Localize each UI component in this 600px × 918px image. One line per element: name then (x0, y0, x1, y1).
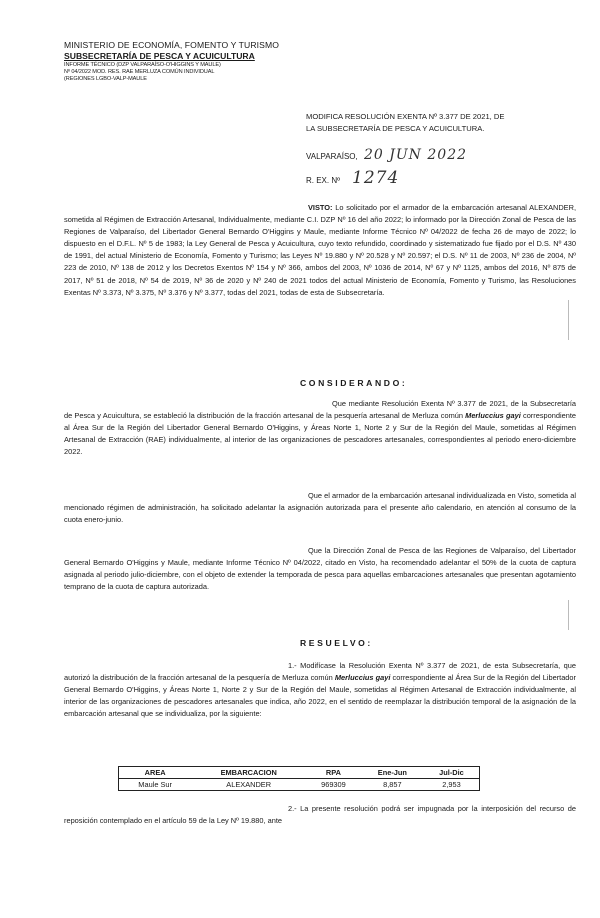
resuelvo-paragraph-2: 2.- La presente resolución podrá ser impugnada por la interposición del recurso de reposición contemplado en el artículo 59 de la Ley Nº 19.880, ante (64, 804, 576, 826)
date-stamp: 20 JUN 2022 (364, 147, 468, 163)
visto-text: Lo solicitado por el armador de la embarcación artesanal ALEXANDER, sometida al Régimen de Extracción Artesanal, Individualmente, mediante C.I. DZP Nº 16 del año 2022; lo informado por la Dirección Zonal de Pesca de las Regiones de Valparaíso, del Libertador General Bernardo O'Higgins y Maule, mediante Informe Técnico Nº 04/2022 de fecha 26 de mayo de 2022; lo dispuesto en el D.F.L. Nº 5 de 1983; la Ley General de Pesca y Acuicultura, cuyo texto refundido, coordinado y sistematizado fue fijado por el D.S. Nº 430 de 1991, del actual Ministerio de Economía, Fomento y Turismo; las Leyes Nº 19.880 y Nº 20.528 y Nº 20.597; el D.S. Nº 11 de 2003, Nº 236 de 2004, Nº 223 de 2010, Nº 138 de 2012 y los Decretos Exentos Nº 154 y Nº 366, ambos del 2003, Nº 1036 de 2014, Nº 67 y Nº 1125, ambos del 2016, Nº 875 de 2017, Nº 51 de 2018, Nº 54 de 2019, Nº 36 de 2020 y Nº 240 de 2021 todos del actual Ministerio de Economía, Fomento y Turismo, las Resoluciones Exentas Nº 3.373, Nº 3.375, Nº 3.376 y Nº 3.377, todas del 2021, todas de esta de Subsecretaría. (64, 203, 576, 297)
resolution-number-label: R. EX. Nº (306, 176, 341, 185)
table-cell: Maule Sur (119, 779, 192, 791)
resuelvo-heading: RESUELVO: (300, 638, 373, 648)
ministry-name: MINISTERIO DE ECONOMÍA, FOMENTO Y TURISMO (64, 40, 279, 50)
visto-paragraph (64, 202, 576, 299)
species-name: Merluccius gayi (465, 411, 521, 421)
species-name: Merluccius gayi (334, 673, 391, 683)
table-cell: ALEXANDER (191, 779, 306, 791)
table-row (119, 779, 480, 791)
distribution-table (118, 766, 480, 791)
resolution-number: 1274 (352, 168, 400, 188)
considerando-paragraph-3: Que la Dirección Zonal de Pesca de las Regiones de Valparaíso, del Libertador General Bernardo O'Higgins y Maule, mediante Informe Técnico Nº 04/2022, citado en Visto, ha recomendado adelantar el 50% de la cuota de captura asignada al periodo julio-diciembre, con el objeto de extender la temporada de pesca para aquellas embarcaciones artesanales que presentan agotamiento temprano de la cuota de captura autorizada. (64, 546, 576, 592)
considerando-paragraph-2: Que el armador de la embarcación artesanal individualizada en Visto, sometida al mencionado régimen de administración, ha solicitado adelantar la asignación autorizada para el presente año calendario, en atención al consumo de la cuota enero-junio. (64, 491, 576, 525)
considerando-paragraph-1 (64, 398, 576, 458)
letterhead (64, 40, 294, 83)
reference-line-1: INFORME TÉCNICO (DZP VALPARAÍSO-O'HIGGINS Y MAULE) (64, 62, 221, 68)
considerando-heading: CONSIDERANDO: (300, 378, 408, 388)
column-header: EMBARCACION (191, 767, 306, 779)
table-cell: 969309 (306, 779, 361, 791)
column-header: RPA (306, 767, 361, 779)
column-header: Jul-Dic (424, 767, 480, 779)
resuelvo-p1-text-b: correspondiente al Área Sur de la Región del Libertador General Bernardo O'Higgins, y Áreas Norte 1, Norte 2 y Sur de la Región del Maule, sometidas al Régimen Artesanal de Extracción individualmente, al interior de las organizaciones de pescadores artesanales que indica, año 2022, en el sentido de reemplazar la distribución temporal de la asignación de la embarcación artesanal que se individualiza, por la siguiente: (64, 673, 576, 719)
table-cell: 2,953 (424, 779, 480, 791)
column-header: Ene-Jun (361, 767, 424, 779)
subject-line-1: MODIFICA RESOLUCIÓN EXENTA Nº 3.377 DE 2021, DE (306, 112, 505, 121)
table-cell: 8,857 (361, 779, 424, 791)
table-header-row (119, 767, 480, 779)
reference-line-2: Nº 04/2022 MOD. RES. RAE MERLUZA COMÚN INDIVIDUAL (64, 69, 215, 75)
margin-mark (568, 600, 569, 630)
place-label: VALPARAÍSO, (306, 152, 358, 161)
margin-mark (568, 300, 569, 340)
subsecretaria-name: SUBSECRETARÍA DE PESCA Y ACUICULTURA (64, 51, 255, 61)
visto-label: VISTO: (308, 203, 333, 212)
reference-line-3: (REGIONES LGBO-VALP-MAULE (64, 76, 147, 82)
column-header: AREA (119, 767, 192, 779)
resuelvo-paragraph-1 (64, 660, 576, 720)
resolution-subject (306, 111, 576, 135)
resuelvo-p1-text-a: 1.- Modifícase la Resolución Exenta Nº 3.377 de 2021, de esta Subsecretaría, que autorizó la distribución de la fracción artesanal de la pesquería de Merluza común (64, 661, 576, 683)
subject-line-2: LA SUBSECRETARÍA DE PESCA Y ACUICULTURA. (306, 124, 485, 133)
considerando-p1-text-b: correspondiente al Área Sur de la Región del Libertador General Bernardo O'Higgins, y Áreas Norte 1, Norte 2 y Sur de la Región del Maule, sometidas al Régimen Artesanal de Extracción (RAE) individualmente, al interior de las organizaciones de pescadores artesanales, correspondientes al periodo enero-diciembre 2022. (64, 411, 576, 457)
considerando-p1-text-a: Que mediante Resolución Exenta Nº 3.377 de 2021, de la Subsecretaría de Pesca y Acuicultura, se estableció la distribución de la fracción artesanal de la pesquería artesanal de Merluza común (64, 399, 576, 421)
